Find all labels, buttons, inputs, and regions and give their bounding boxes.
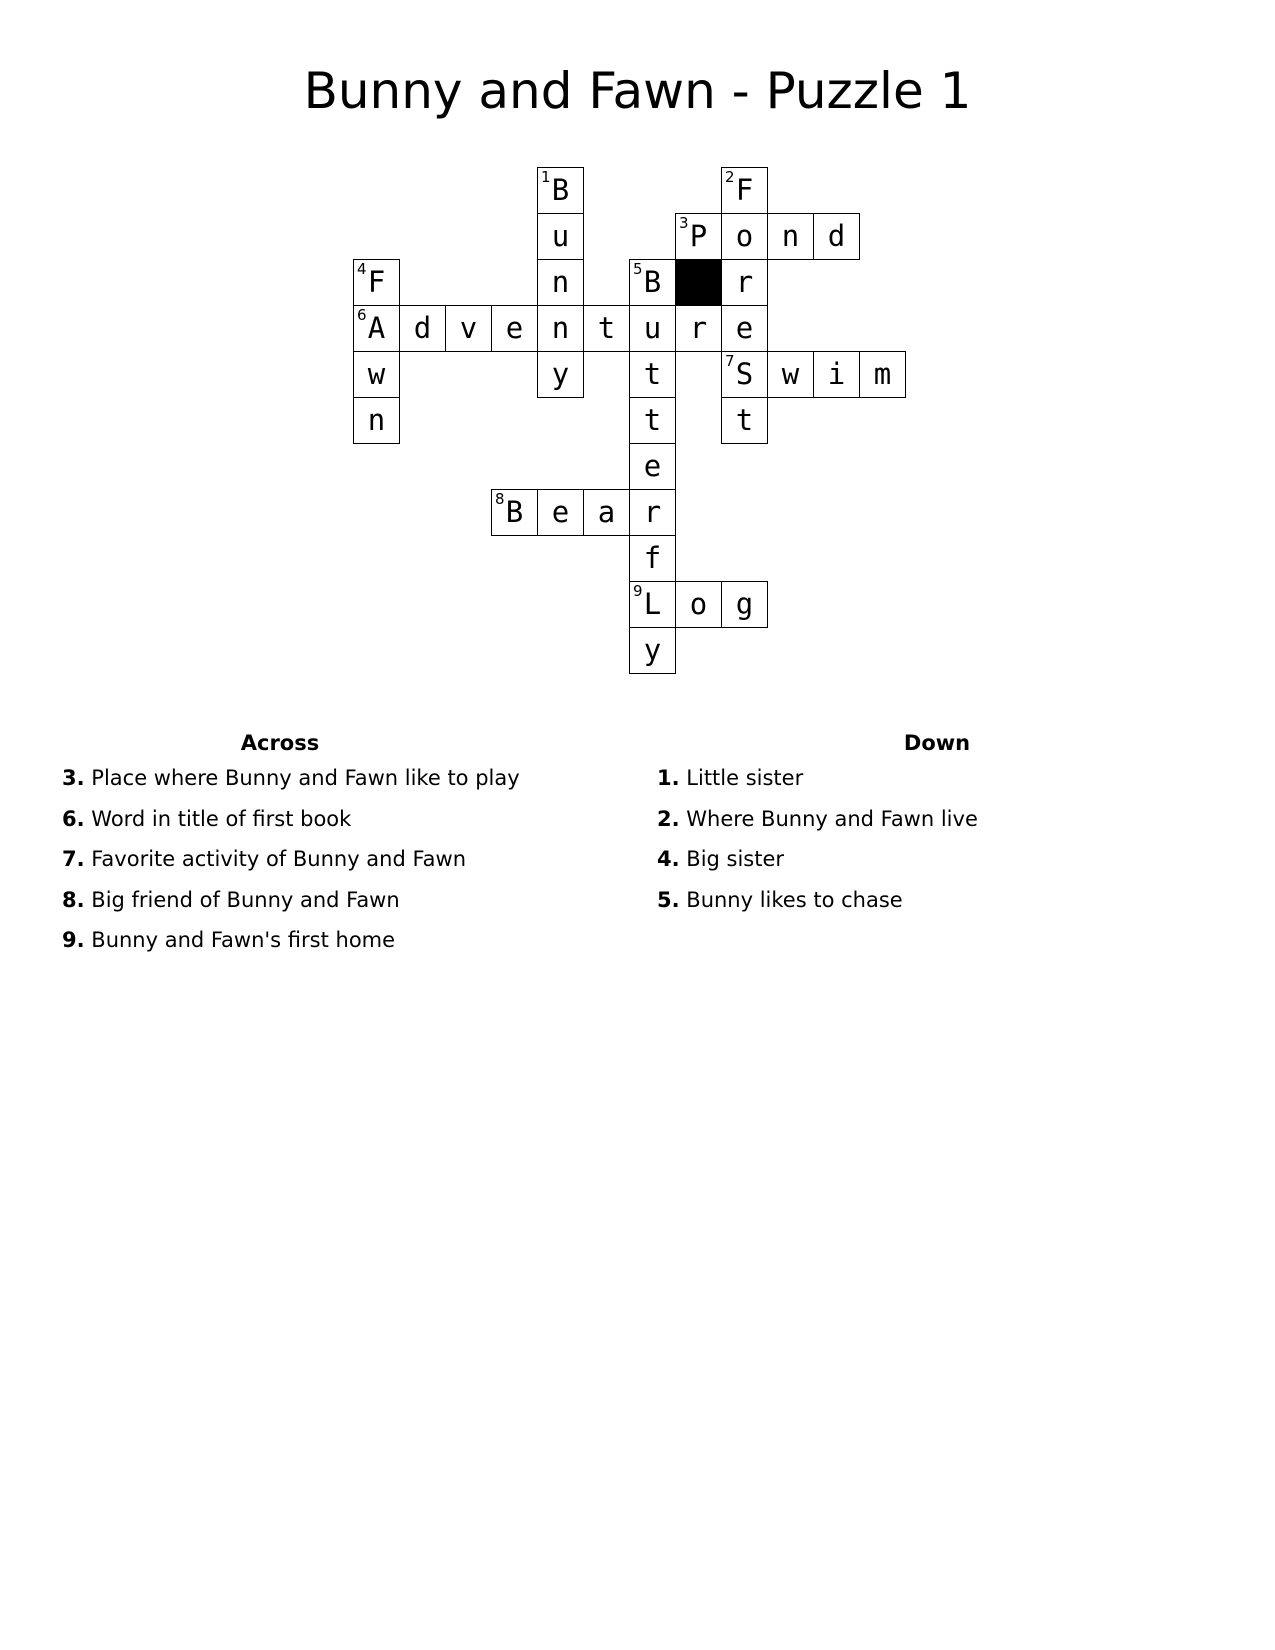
clue-number: 6 <box>357 306 367 324</box>
grid-cell[interactable] <box>353 397 400 444</box>
cell-letter: y <box>643 633 662 667</box>
cell-letter: f <box>643 541 662 575</box>
grid-cell[interactable] <box>859 351 906 398</box>
cell-letter: d <box>413 311 432 345</box>
cell-letter: d <box>827 219 846 253</box>
across-clues <box>62 730 622 968</box>
cell-letter: o <box>735 219 754 253</box>
clue-number: 7 <box>725 352 735 370</box>
grid-cell[interactable] <box>353 259 400 306</box>
cell-letter: B <box>505 495 524 529</box>
clue-across-6: 6. Word in title of first book <box>62 806 352 831</box>
clue-across-8: 8. Big friend of Bunny and Fawn <box>62 887 400 912</box>
cell-letter: e <box>505 311 524 345</box>
cell-letter: n <box>781 219 800 253</box>
cell-letter: e <box>643 449 662 483</box>
clue-down-2: 2. Where Bunny and Fawn live <box>657 806 978 831</box>
grid-cell[interactable] <box>537 351 584 398</box>
clue-across-3: 3. Place where Bunny and Fawn like to play <box>62 766 520 790</box>
grid-cell[interactable] <box>813 213 860 260</box>
cell-letter: u <box>551 219 570 253</box>
cell-letter: t <box>643 357 662 391</box>
grid-cell[interactable] <box>629 259 676 306</box>
cell-letter: F <box>735 173 754 207</box>
down-heading: Down <box>903 731 971 755</box>
cell-letter: t <box>735 403 754 437</box>
clue-across-9: 9. Bunny and Fawn's first home <box>62 928 396 952</box>
grid-cell[interactable] <box>675 213 722 260</box>
grid-cell[interactable] <box>629 535 676 582</box>
grid-cell[interactable] <box>445 305 492 352</box>
clue-number: 2 <box>725 168 735 186</box>
cell-letter: r <box>735 265 754 299</box>
grid-cell[interactable] <box>629 581 676 628</box>
cell-letter: t <box>597 311 616 345</box>
cell-letter: i <box>827 357 846 391</box>
cell-letter: m <box>873 357 892 391</box>
cell-letter: L <box>643 587 662 621</box>
cell-letter: v <box>459 311 478 345</box>
grid-cell[interactable] <box>721 397 768 444</box>
grid-cell[interactable] <box>537 305 584 352</box>
cell-letter: A <box>367 311 386 345</box>
down-clue-list <box>657 765 1217 913</box>
cell-letter: n <box>551 311 570 345</box>
cell-letter: u <box>643 311 662 345</box>
grid-cell[interactable] <box>537 213 584 260</box>
grid-cell[interactable] <box>353 351 400 398</box>
cell-letter: y <box>551 357 570 391</box>
grid-cell[interactable] <box>721 213 768 260</box>
grid-cell[interactable] <box>537 167 584 214</box>
cell-letter: w <box>367 357 386 391</box>
down-clues <box>657 730 1217 927</box>
cell-letter: a <box>597 495 616 529</box>
clue-number: 1 <box>541 168 551 186</box>
cell-letter: P <box>689 219 708 253</box>
cell-letter: B <box>551 173 570 207</box>
grid-cell[interactable] <box>813 351 860 398</box>
clue-number: 8 <box>495 490 505 508</box>
grid-cell[interactable] <box>629 351 676 398</box>
clue-across-7: 7. Favorite activity of Bunny and Fawn <box>62 847 466 871</box>
grid-cell[interactable] <box>721 305 768 352</box>
cell-letter: B <box>643 265 662 299</box>
grid-cell[interactable] <box>629 443 676 490</box>
grid-cell[interactable] <box>537 489 584 536</box>
clue-down-4: 4. Big sister <box>657 847 785 871</box>
across-clue-list <box>62 765 622 953</box>
grid-cell[interactable] <box>353 305 400 352</box>
cell-letter: t <box>643 403 662 437</box>
grid-cell[interactable] <box>629 489 676 536</box>
page-title: Bunny and Fawn - Puzzle 1 <box>303 62 972 120</box>
grid-cell[interactable] <box>583 489 630 536</box>
grid-cell[interactable] <box>629 305 676 352</box>
grid-cell[interactable] <box>399 305 446 352</box>
clue-number: 4 <box>357 260 367 278</box>
cell-letter: n <box>367 403 386 437</box>
grid-cell-blocked <box>675 259 722 306</box>
grid-cell[interactable] <box>767 213 814 260</box>
clue-number: 3 <box>679 214 689 232</box>
cell-letter: r <box>689 311 708 345</box>
cell-letter: w <box>781 357 800 391</box>
grid-cell[interactable] <box>491 489 538 536</box>
cell-letter: o <box>689 587 708 621</box>
grid-cell[interactable] <box>675 581 722 628</box>
across-heading: Across <box>240 731 320 755</box>
cell-letter: S <box>735 357 754 391</box>
clue-number: 9 <box>633 582 643 600</box>
cell-letter: r <box>643 495 662 529</box>
grid-cell[interactable] <box>629 397 676 444</box>
grid-cell[interactable] <box>721 167 768 214</box>
cell-letter: g <box>735 587 754 621</box>
grid-cell[interactable] <box>537 259 584 306</box>
clue-number: 5 <box>633 260 643 278</box>
grid-cell[interactable] <box>721 581 768 628</box>
clue-down-1: 1. Little sister <box>657 766 804 790</box>
clue-down-5: 5. Bunny likes to chase <box>657 887 903 912</box>
grid-cell[interactable] <box>491 305 538 352</box>
grid-cell[interactable] <box>675 305 722 352</box>
grid-cell[interactable] <box>583 305 630 352</box>
cell-letter: F <box>367 265 386 299</box>
grid-cell[interactable] <box>767 351 814 398</box>
grid-cell[interactable] <box>721 259 768 306</box>
grid-cell[interactable] <box>721 351 768 398</box>
cell-letter: n <box>551 265 570 299</box>
cell-letter: e <box>551 495 570 529</box>
grid-cell[interactable] <box>629 627 676 674</box>
cell-letter: e <box>735 311 754 345</box>
